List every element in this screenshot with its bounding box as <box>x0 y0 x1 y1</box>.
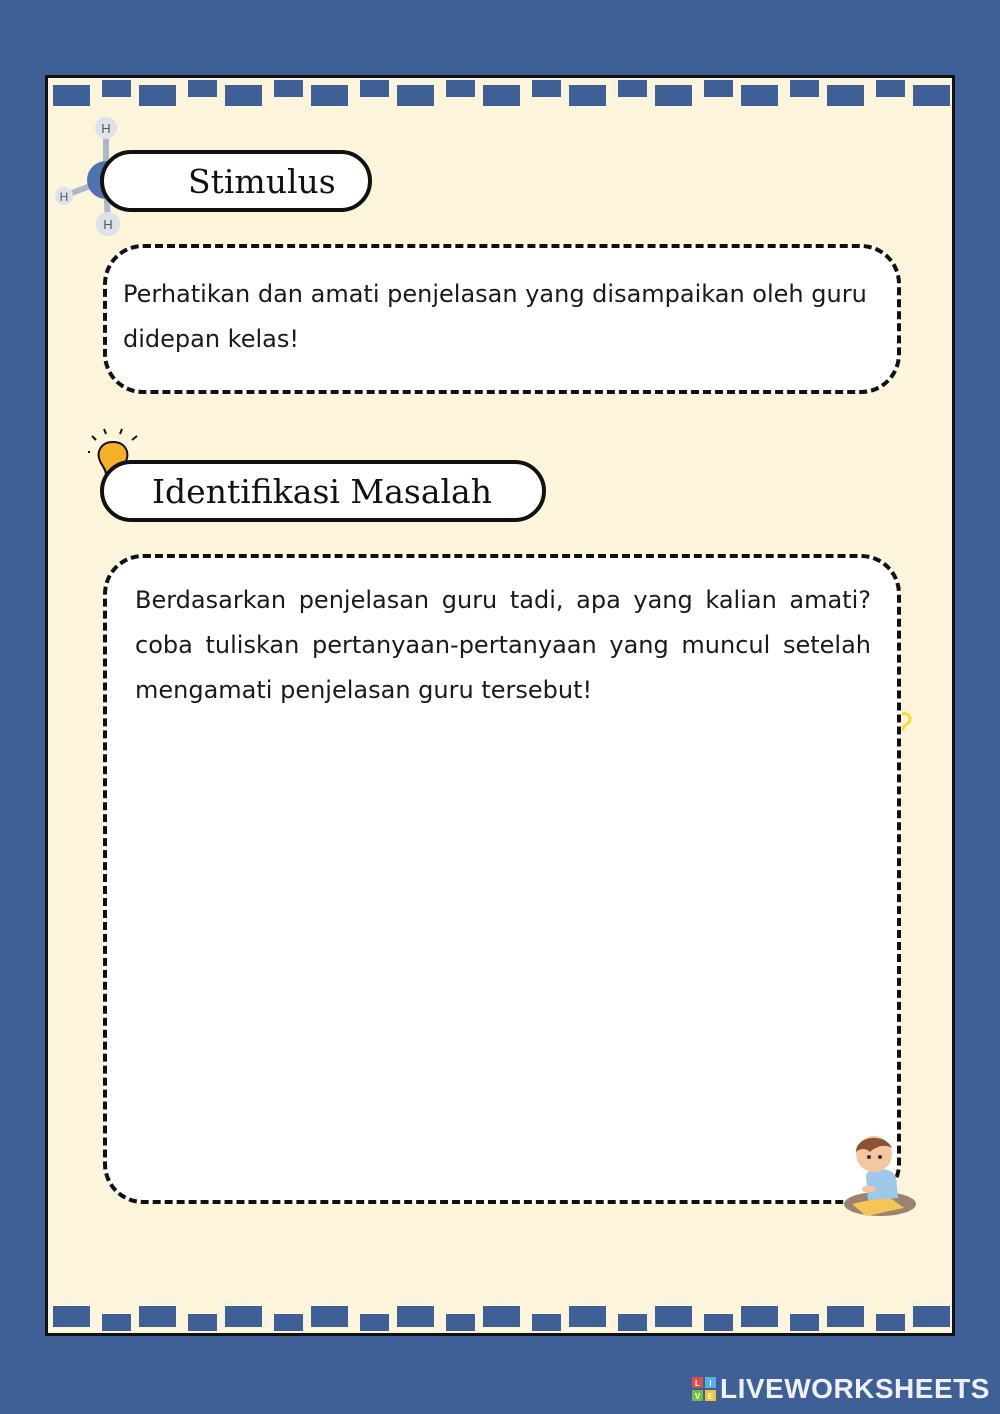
liveworksheets-logo-text: LIVEWORKSHEETS <box>720 1373 990 1404</box>
logo-letter: E <box>707 1392 714 1401</box>
child-writing-icon <box>840 1126 920 1218</box>
stimulus-box <box>103 244 901 394</box>
logo-letter: I <box>709 1379 712 1388</box>
hydrogen-atom-label: H <box>101 121 111 136</box>
liveworksheets-logo-icon <box>692 1377 716 1401</box>
yellow-curl-decoration <box>898 710 916 732</box>
liveworksheets-logo[interactable] <box>692 1374 990 1404</box>
identifikasi-instruction: Berdasarkan penjelasan guru tadi, apa yang kalian amati? coba tuliskan pertanyaan-pertanyaan yang muncul setelah mengamati penjelasan guru tersebut! <box>135 586 871 704</box>
logo-letter: V <box>694 1392 701 1401</box>
identifikasi-answer-box[interactable] <box>103 554 901 1204</box>
logo-letter: L <box>695 1379 700 1388</box>
identifikasi-heading <box>100 460 546 522</box>
stimulus-title: Stimulus <box>188 161 336 201</box>
hydrogen-atom-label: H <box>59 190 69 204</box>
identifikasi-title: Identifikasi Masalah <box>152 471 492 511</box>
stimulus-heading <box>100 150 372 212</box>
hydrogen-atom-label: H <box>103 217 113 232</box>
worksheet-page <box>45 75 955 1336</box>
bottom-border-decoration <box>48 1303 952 1333</box>
top-border-decoration <box>48 78 952 108</box>
stimulus-instruction: Perhatikan dan amati penjelasan yang disampaikan oleh guru didepan kelas! <box>123 280 867 353</box>
